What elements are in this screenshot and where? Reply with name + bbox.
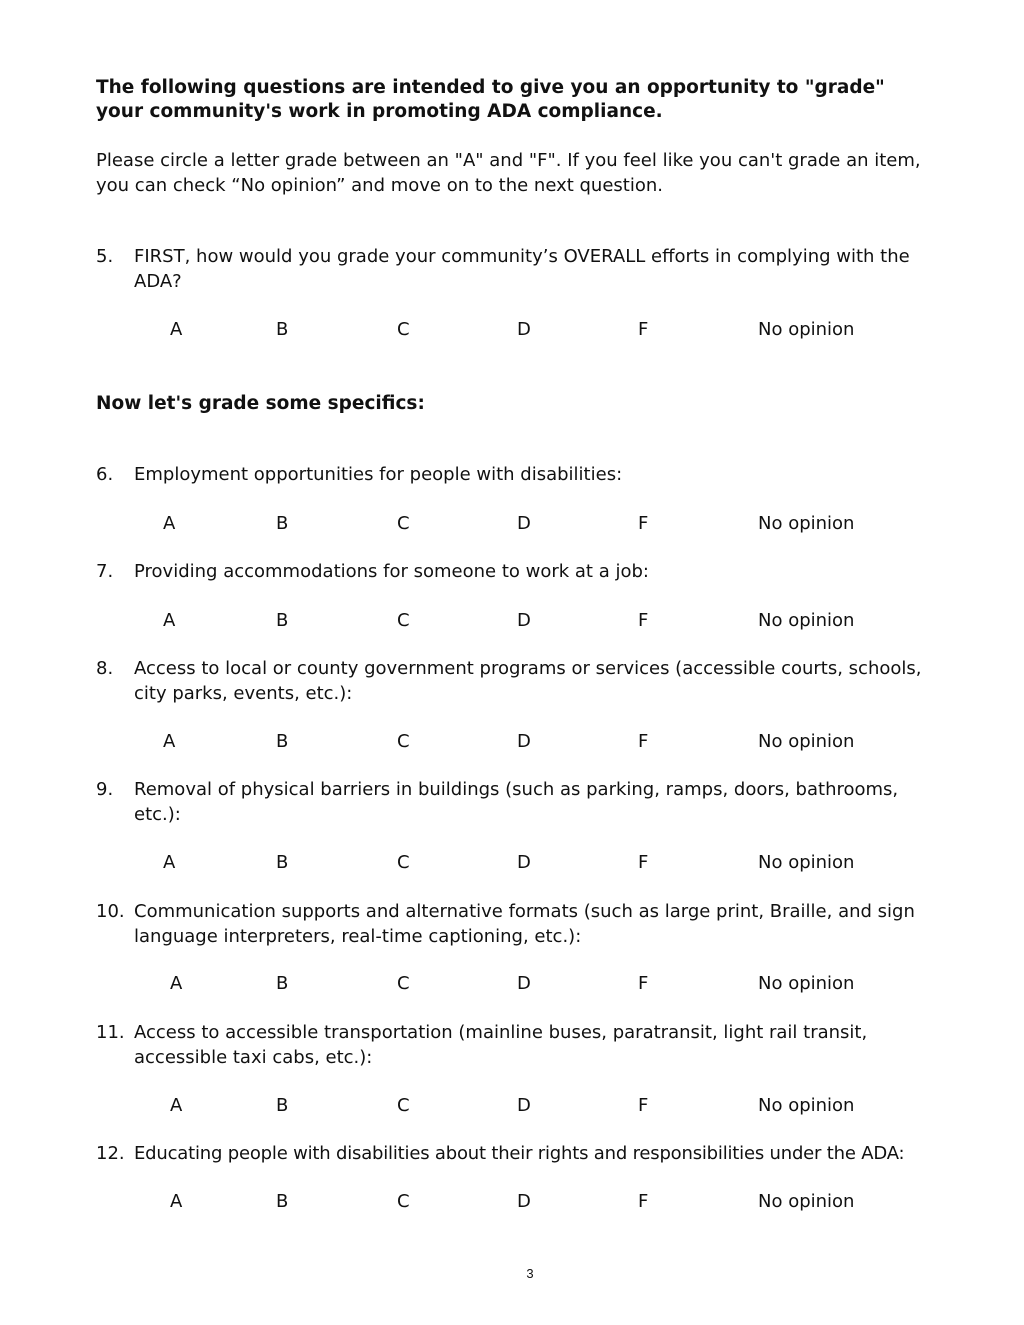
grade-option-d[interactable]: D — [517, 731, 531, 752]
grade-option-f[interactable]: F — [638, 731, 649, 752]
question-text: Access to local or county government programs or services (accessible courts, schools, city parks, events, etc.): — [134, 658, 922, 704]
question-11 — [96, 1020, 926, 1070]
grade-option-a[interactable]: A — [163, 731, 176, 752]
question-number: 5. — [96, 246, 114, 267]
grade-option-a[interactable]: A — [163, 610, 176, 631]
grade-row-8 — [0, 729, 1024, 755]
intro-heading: The following questions are intended to give you an opportunity to "grade" your community's work in promoting ADA compliance. — [96, 77, 885, 122]
grade-row-10 — [0, 971, 1024, 997]
question-number: 6. — [96, 464, 114, 485]
grade-option-no-opinion[interactable]: No opinion — [758, 973, 855, 994]
grade-option-d[interactable]: D — [517, 852, 531, 873]
grade-option-c[interactable]: C — [397, 973, 410, 994]
grade-option-f[interactable]: F — [638, 973, 649, 994]
question-10 — [96, 899, 926, 949]
grade-option-a[interactable]: A — [170, 973, 183, 994]
grade-option-b[interactable]: B — [276, 852, 289, 873]
grade-option-b[interactable]: B — [276, 1191, 289, 1212]
grade-option-f[interactable]: F — [638, 610, 649, 631]
grade-option-f[interactable]: F — [638, 852, 649, 873]
question-6 — [96, 462, 926, 487]
grade-option-no-opinion[interactable]: No opinion — [758, 1095, 855, 1116]
grade-option-no-opinion[interactable]: No opinion — [758, 513, 855, 534]
question-number: 11. — [96, 1022, 125, 1043]
grade-option-c[interactable]: C — [397, 1095, 410, 1116]
grade-option-no-opinion[interactable]: No opinion — [758, 319, 855, 340]
grade-option-c[interactable]: C — [397, 731, 410, 752]
grade-option-b[interactable]: B — [276, 973, 289, 994]
grade-option-b[interactable]: B — [276, 731, 289, 752]
question-number: 9. — [96, 779, 114, 800]
question-text: Employment opportunities for people with disabilities: — [134, 464, 623, 485]
question-9 — [96, 777, 926, 827]
grade-option-f[interactable]: F — [638, 1095, 649, 1116]
grade-option-a[interactable]: A — [163, 513, 176, 534]
grade-option-a[interactable]: A — [170, 1095, 183, 1116]
grade-row-7 — [0, 608, 1024, 634]
grade-option-no-opinion[interactable]: No opinion — [758, 852, 855, 873]
question-text: Educating people with disabilities about their rights and responsibilities under the ADA: — [134, 1143, 905, 1164]
grade-option-d[interactable]: D — [517, 1191, 531, 1212]
grade-option-b[interactable]: B — [276, 1095, 289, 1116]
question-number: 8. — [96, 658, 114, 679]
question-number: 7. — [96, 561, 114, 582]
question-text: Communication supports and alternative formats (such as large print, Braille, and sign language interpreters, real-time captioning, etc.): — [134, 901, 915, 947]
grade-option-c[interactable]: C — [397, 610, 410, 631]
grade-option-no-opinion[interactable]: No opinion — [758, 610, 855, 631]
grade-option-d[interactable]: D — [517, 610, 531, 631]
grade-row-5 — [0, 317, 1024, 343]
question-number: 12. — [96, 1143, 125, 1164]
grade-option-a[interactable]: A — [170, 1191, 183, 1212]
page-number: 3 — [526, 1266, 534, 1281]
grade-option-c[interactable]: C — [397, 1191, 410, 1212]
section-heading: Now let's grade some specifics: — [96, 393, 425, 414]
grade-option-a[interactable]: A — [163, 852, 176, 873]
grade-option-a[interactable]: A — [170, 319, 183, 340]
question-text: FIRST, how would you grade your community’s OVERALL efforts in complying with the ADA? — [134, 246, 910, 292]
grade-option-no-opinion[interactable]: No opinion — [758, 1191, 855, 1212]
grade-option-c[interactable]: C — [397, 319, 410, 340]
grade-option-f[interactable]: F — [638, 513, 649, 534]
grade-row-9 — [0, 850, 1024, 876]
grade-option-d[interactable]: D — [517, 1095, 531, 1116]
grade-option-c[interactable]: C — [397, 513, 410, 534]
grade-option-d[interactable]: D — [517, 513, 531, 534]
grade-option-f[interactable]: F — [638, 319, 649, 340]
question-12 — [96, 1141, 936, 1166]
grade-option-d[interactable]: D — [517, 319, 531, 340]
grade-option-f[interactable]: F — [638, 1191, 649, 1212]
question-text: Providing accommodations for someone to work at a job: — [134, 561, 649, 582]
question-8 — [96, 656, 926, 706]
question-5 — [96, 244, 926, 294]
grade-option-b[interactable]: B — [276, 513, 289, 534]
grade-option-no-opinion[interactable]: No opinion — [758, 731, 855, 752]
grade-option-b[interactable]: B — [276, 319, 289, 340]
grade-option-c[interactable]: C — [397, 852, 410, 873]
question-text: Access to accessible transportation (mainline buses, paratransit, light rail transit, accessible taxi cabs, etc.): — [134, 1022, 868, 1068]
grade-option-d[interactable]: D — [517, 973, 531, 994]
grade-row-12 — [0, 1189, 1024, 1215]
question-7 — [96, 559, 926, 584]
intro-instructions: Please circle a letter grade between an "A" and "F". If you feel like you can't grade an item, you can check “No opinion” and move on to the next question. — [96, 150, 921, 196]
grade-option-b[interactable]: B — [276, 610, 289, 631]
grade-row-6 — [0, 511, 1024, 537]
question-number: 10. — [96, 901, 125, 922]
question-text: Removal of physical barriers in buildings (such as parking, ramps, doors, bathrooms, etc.): — [134, 779, 899, 825]
grade-row-11 — [0, 1093, 1024, 1119]
